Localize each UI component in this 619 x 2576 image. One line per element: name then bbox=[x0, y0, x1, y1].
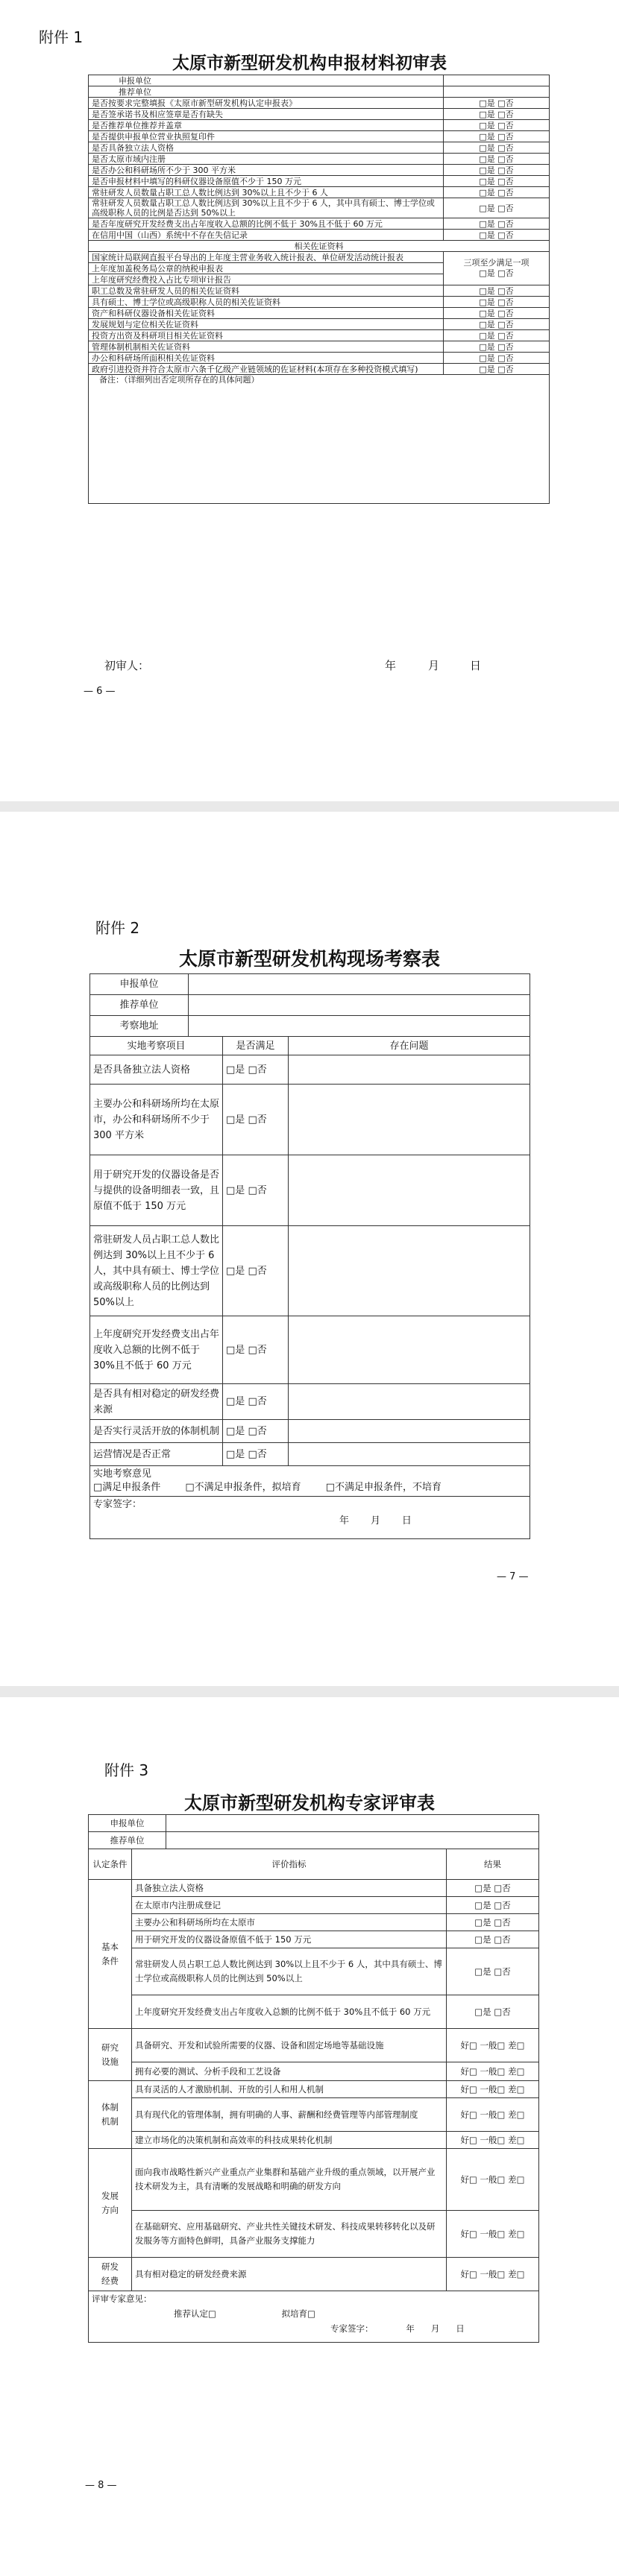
proof-item: 管理体制机制相关佐证资料 bbox=[89, 341, 444, 353]
yes-checkbox[interactable]: □是 bbox=[479, 203, 495, 213]
page-title: 太原市新型研发机构专家评审表 bbox=[184, 1792, 435, 1813]
yes-checkbox[interactable]: □是 bbox=[226, 1064, 245, 1076]
no-checkbox[interactable]: □否 bbox=[497, 341, 514, 352]
initial-review-table bbox=[88, 75, 550, 504]
header-row-label: 考察地址 bbox=[90, 1016, 189, 1037]
col-header-issues: 存在问题 bbox=[289, 1037, 530, 1055]
proof-row bbox=[89, 252, 550, 263]
yes-checkbox[interactable]: □是 bbox=[479, 297, 495, 307]
criteria-item: 拥有必要的测试、分析手段和工艺设备 bbox=[132, 2062, 447, 2081]
inspection-result bbox=[223, 1085, 289, 1155]
proof-result bbox=[444, 330, 550, 341]
no-checkbox[interactable]: □否 bbox=[497, 165, 514, 175]
no-checkbox[interactable]: □否 bbox=[494, 1882, 511, 1893]
header-row bbox=[90, 974, 530, 995]
header-row bbox=[90, 995, 530, 1016]
inspection-issue[interactable] bbox=[289, 1443, 530, 1466]
date-day: 日 bbox=[456, 2323, 465, 2334]
check-item: 是否按要求完整填报《太原市新型研发机构认定申报表》 bbox=[89, 98, 444, 109]
check-row bbox=[89, 165, 550, 176]
three-options-text: 三项至少满足一项 bbox=[463, 258, 530, 268]
yes-checkbox[interactable]: □是 bbox=[479, 285, 495, 296]
check-result bbox=[444, 165, 550, 176]
group-label: 基本条件 bbox=[89, 1880, 132, 2029]
header-row-label: 推荐单位 bbox=[90, 995, 189, 1016]
yes-checkbox[interactable]: □是 bbox=[479, 308, 495, 318]
opinion-row bbox=[89, 2291, 539, 2343]
inspection-result bbox=[223, 1443, 289, 1466]
proof-item: 具有硕士、博士学位或高级职称人员的相关佐证资料 bbox=[89, 297, 444, 308]
expert-opinion bbox=[89, 2291, 539, 2343]
yes-checkbox[interactable]: □是 bbox=[474, 1933, 491, 1945]
proof-item: 职工总数及常驻研发人员的相关佐证资料 bbox=[89, 285, 444, 297]
header-row-label: 申报单位 bbox=[89, 1815, 166, 1832]
option-not-cultivate[interactable]: □不满足申报条件，不培育 bbox=[325, 1482, 442, 1493]
date-month: 月 bbox=[428, 659, 440, 672]
no-checkbox[interactable]: □否 bbox=[497, 319, 514, 329]
inspection-issue[interactable] bbox=[289, 1085, 530, 1155]
check-item: 是否太原市域内注册 bbox=[89, 154, 444, 165]
column-header-row bbox=[90, 1037, 530, 1055]
check-item: 是否提供申报单位营业执照复印件 bbox=[89, 131, 444, 142]
header-row bbox=[89, 75, 550, 86]
proof-result bbox=[444, 341, 550, 353]
criteria-item: 上年度研究开发经费支出占年度收入总额的比例不低于 30%且不低于 60 万元 bbox=[132, 1995, 447, 2029]
date-day: 日 bbox=[470, 659, 482, 672]
col-header-satisfied: 是否满足 bbox=[223, 1037, 289, 1055]
no-checkbox[interactable]: □否 bbox=[497, 330, 514, 341]
yes-checkbox[interactable]: □是 bbox=[226, 1114, 245, 1126]
no-checkbox[interactable]: □否 bbox=[248, 1114, 267, 1126]
remark: 备注：（详细列出否定项所存在的具体问题） bbox=[89, 375, 550, 504]
attachment-label: 附件 3 bbox=[104, 1761, 149, 1779]
proof-result bbox=[444, 297, 550, 308]
yes-checkbox[interactable]: □是 bbox=[479, 109, 495, 119]
page-title: 太原市新型研发机构现场考察表 bbox=[178, 948, 440, 970]
group-label: 发展方向 bbox=[89, 2149, 132, 2258]
criteria-score bbox=[447, 2081, 539, 2098]
inspection-result bbox=[223, 1155, 289, 1226]
check-result bbox=[444, 176, 550, 187]
criteria-score bbox=[447, 2149, 539, 2211]
inspection-issue[interactable] bbox=[289, 1226, 530, 1316]
check-result bbox=[444, 230, 550, 241]
header-row-value[interactable] bbox=[444, 75, 550, 86]
date-year: 年 bbox=[406, 2323, 415, 2334]
check-row bbox=[89, 230, 550, 241]
yes-checkbox[interactable]: □是 bbox=[474, 1882, 491, 1893]
criteria-result bbox=[447, 1931, 539, 1948]
page-number: — 8 — bbox=[85, 2480, 117, 2491]
expert-signature bbox=[90, 1497, 530, 1539]
inspection-item: 是否具有相对稳定的研发经费来源 bbox=[90, 1384, 223, 1420]
no-checkbox[interactable]: □否 bbox=[497, 230, 514, 240]
yes-checkbox[interactable]: □是 bbox=[479, 131, 495, 142]
inspection-row bbox=[90, 1226, 530, 1316]
no-checkbox[interactable]: □否 bbox=[497, 364, 514, 374]
sign-row bbox=[90, 1497, 530, 1539]
proof-row bbox=[89, 353, 550, 364]
yes-checkbox[interactable]: □是 bbox=[474, 1899, 491, 1910]
inspection-row bbox=[90, 1384, 530, 1420]
criteria-row bbox=[89, 2029, 539, 2062]
criteria-result bbox=[447, 1897, 539, 1914]
option-qualified[interactable]: □满足申报条件 bbox=[93, 1482, 161, 1493]
criteria-row bbox=[89, 1897, 539, 1914]
inspection-item: 常驻研发人员占职工总人数比例达到 30%以上且不少于 6 人，其中具有硕士、博士学位或高级职称人员的比例达到 50%以上 bbox=[90, 1226, 223, 1316]
criteria-item: 用于研究开发的仪器设备原值不低于 150 万元 bbox=[132, 1931, 447, 1948]
check-row bbox=[89, 187, 550, 198]
group-label: 体制机制 bbox=[89, 2081, 132, 2149]
yes-checkbox[interactable]: □是 bbox=[479, 330, 495, 341]
yes-checkbox[interactable]: □是 bbox=[474, 1916, 491, 1928]
proof-result bbox=[444, 319, 550, 330]
no-checkbox[interactable]: □否 bbox=[497, 154, 514, 164]
no-checkbox[interactable]: □否 bbox=[494, 2006, 511, 2017]
yes-checkbox[interactable]: □是 bbox=[226, 1344, 245, 1356]
criteria-row bbox=[89, 1995, 539, 2029]
inspection-issue[interactable] bbox=[289, 1384, 530, 1420]
section-row bbox=[89, 241, 550, 252]
proof-result bbox=[444, 364, 550, 375]
no-checkbox[interactable]: □否 bbox=[497, 308, 514, 318]
score-options[interactable]: 好□ 一般□ 差□ bbox=[460, 2109, 525, 2120]
criteria-result bbox=[447, 1880, 539, 1897]
yes-checkbox[interactable]: □是 bbox=[474, 2006, 491, 2017]
criteria-item: 在基础研究、应用基础研究、产业共性关键技术研发、科技成果转移转化以及研发服务等方面特色鲜明，具备产业服务支撑能力 bbox=[132, 2211, 447, 2258]
inspection-result bbox=[223, 1384, 289, 1420]
header-row-value[interactable] bbox=[166, 1815, 539, 1832]
no-checkbox[interactable]: □否 bbox=[497, 268, 514, 278]
check-row bbox=[89, 218, 550, 230]
proof-item: 政府引进投资并符合太原市六条千亿级产业链领域的佐证材料(本项存在多种投资模式填写) bbox=[89, 364, 444, 375]
site-inspection-table bbox=[89, 973, 530, 1539]
proof-result bbox=[444, 285, 550, 297]
yes-checkbox[interactable]: □是 bbox=[479, 230, 495, 240]
proof-item: 上年度研究经费投入占比专项审计报告 bbox=[89, 274, 444, 285]
check-row bbox=[89, 120, 550, 131]
criteria-item: 具备研究、开发和试验所需要的仪器、设备和固定场地等基础设施 bbox=[132, 2029, 447, 2062]
yes-checkbox[interactable]: □是 bbox=[479, 319, 495, 329]
yes-checkbox[interactable]: □是 bbox=[479, 165, 495, 175]
proof-item: 办公和科研场所面积相关佐证资料 bbox=[89, 353, 444, 364]
check-row bbox=[89, 176, 550, 187]
check-result bbox=[444, 120, 550, 131]
criteria-row bbox=[89, 1914, 539, 1931]
yes-checkbox[interactable]: □是 bbox=[479, 142, 495, 153]
criteria-item: 具有相对稳定的研发经费来源 bbox=[132, 2258, 447, 2291]
col-header-result: 结果 bbox=[447, 1849, 539, 1880]
inspection-row bbox=[90, 1155, 530, 1226]
proof-row bbox=[89, 285, 550, 297]
no-checkbox[interactable]: □否 bbox=[497, 297, 514, 307]
option-cultivate[interactable]: 拟培育□ bbox=[281, 2308, 315, 2319]
inspection-issue[interactable] bbox=[289, 1155, 530, 1226]
inspection-issue[interactable] bbox=[289, 1316, 530, 1384]
check-item: 在信用中国（山西）系统中不存在失信记录 bbox=[89, 230, 444, 241]
proof-result bbox=[444, 353, 550, 364]
proof-item: 发展规划与定位相关佐证资料 bbox=[89, 319, 444, 330]
check-item: 是否年度研究开发经费支出占年度收入总额的比例不低于 30%且不低于 60 万元 bbox=[89, 218, 444, 230]
proof-row bbox=[89, 330, 550, 341]
header-row-value[interactable] bbox=[189, 974, 530, 995]
page-number: — 6 — bbox=[84, 686, 116, 697]
date-day: 日 bbox=[401, 1515, 412, 1527]
check-result bbox=[444, 142, 550, 154]
inspection-result bbox=[223, 1055, 289, 1085]
no-checkbox[interactable]: □否 bbox=[494, 1916, 511, 1928]
yes-checkbox[interactable]: □是 bbox=[479, 353, 495, 363]
score-options[interactable]: 好□ 一般□ 差□ bbox=[460, 2039, 525, 2051]
no-checkbox[interactable]: □否 bbox=[494, 1966, 511, 1977]
proof-item: 上年度加盖税务局公章的纳税申报表 bbox=[89, 263, 444, 274]
header-row-label: 申报单位 bbox=[90, 974, 189, 995]
criteria-item: 具备独立法人资格 bbox=[132, 1880, 447, 1897]
col-header-condition: 认定条件 bbox=[89, 1849, 132, 1880]
group-label: 研发经费 bbox=[89, 2258, 132, 2291]
check-result bbox=[444, 218, 550, 230]
yes-checkbox[interactable]: □是 bbox=[479, 218, 495, 229]
date-month: 月 bbox=[430, 2323, 440, 2334]
proof-row bbox=[89, 308, 550, 319]
check-item: 是否推荐单位推荐并盖章 bbox=[89, 120, 444, 131]
group-label: 研究设施 bbox=[89, 2029, 132, 2081]
inspection-item: 是否具备独立法人资格 bbox=[90, 1055, 223, 1085]
header-row bbox=[89, 1832, 539, 1849]
inspection-row bbox=[90, 1085, 530, 1155]
check-item: 常驻研发人员数量占职工总人数比例达到 30%以上且不少于 6 人 bbox=[89, 187, 444, 198]
score-options[interactable]: 好□ 一般□ 差□ bbox=[460, 2228, 525, 2239]
criteria-result bbox=[447, 1995, 539, 2029]
no-checkbox[interactable]: □否 bbox=[497, 187, 514, 198]
proof-row bbox=[89, 319, 550, 330]
header-row-value[interactable] bbox=[444, 86, 550, 98]
date-year: 年 bbox=[339, 1515, 350, 1527]
criteria-score bbox=[447, 2029, 539, 2062]
criteria-row bbox=[89, 1880, 539, 1897]
no-checkbox[interactable]: □否 bbox=[497, 131, 514, 142]
col-header-indicator: 评价指标 bbox=[132, 1849, 447, 1880]
header-row-label: 推荐单位 bbox=[89, 86, 444, 98]
check-result bbox=[444, 109, 550, 120]
check-item: 是否申报材料中填写的科研仪器设备原值不少于 150 万元 bbox=[89, 176, 444, 187]
no-checkbox[interactable]: □否 bbox=[497, 120, 514, 130]
no-checkbox[interactable]: □否 bbox=[497, 176, 514, 186]
proof-result bbox=[444, 308, 550, 319]
check-row bbox=[89, 98, 550, 109]
yes-checkbox[interactable]: □是 bbox=[479, 187, 495, 198]
attachment-label: 附件 2 bbox=[95, 919, 140, 937]
proof-row bbox=[89, 341, 550, 353]
three-options-note bbox=[444, 252, 550, 285]
signature-label: 专家签字： bbox=[93, 1499, 142, 1510]
no-checkbox[interactable]: □否 bbox=[248, 1344, 267, 1356]
proof-row bbox=[89, 364, 550, 375]
inspection-row bbox=[90, 1055, 530, 1085]
score-options[interactable]: 好□ 一般□ 差□ bbox=[460, 2065, 525, 2077]
inspection-row bbox=[90, 1443, 530, 1466]
check-item: 是否签承诺书及相应签章是否有缺失 bbox=[89, 109, 444, 120]
no-checkbox[interactable]: □否 bbox=[248, 1265, 267, 1277]
inspection-row bbox=[90, 1316, 530, 1384]
criteria-row bbox=[89, 2098, 539, 2132]
check-item: 常驻研发人员数量占职工总人数比例达到 30%以上且不少于 6 人，其中具有硕士、博士学位或高级职称人员的比例是否达到 50%以上 bbox=[89, 198, 444, 218]
inspection-item: 主要办公和科研场所均在太原市，办公和科研场所不少于 300 平方米 bbox=[90, 1085, 223, 1155]
inspection-item: 是否实行灵活开放的体制机制 bbox=[90, 1420, 223, 1443]
opinion-label: 实地考察意见 bbox=[93, 1468, 152, 1480]
col-header-item: 实地考察项目 bbox=[90, 1037, 223, 1055]
no-checkbox[interactable]: □否 bbox=[497, 109, 514, 119]
inspection-item: 运营情况是否正常 bbox=[90, 1443, 223, 1466]
page-title: 太原市新型研发机构申报材料初审表 bbox=[172, 53, 447, 73]
check-row bbox=[89, 154, 550, 165]
criteria-row bbox=[89, 2132, 539, 2149]
criteria-result bbox=[447, 1914, 539, 1931]
inspection-issue[interactable] bbox=[289, 1055, 530, 1085]
no-checkbox[interactable]: □否 bbox=[248, 1184, 267, 1196]
yes-checkbox[interactable]: □是 bbox=[479, 154, 495, 164]
section-header: 相关佐证资料 bbox=[89, 241, 550, 252]
remark-row bbox=[89, 375, 550, 504]
no-checkbox[interactable]: □否 bbox=[494, 1899, 511, 1910]
yes-checkbox[interactable]: □是 bbox=[479, 176, 495, 186]
criteria-score bbox=[447, 2258, 539, 2291]
check-row bbox=[89, 109, 550, 120]
yes-checkbox[interactable]: □是 bbox=[226, 1265, 245, 1277]
check-result bbox=[444, 154, 550, 165]
opinion-row bbox=[90, 1466, 530, 1497]
criteria-row bbox=[89, 2258, 539, 2291]
criteria-score bbox=[447, 2132, 539, 2149]
criteria-item: 建立市场化的决策机制和高效率的科技成果转化机制 bbox=[132, 2132, 447, 2149]
date-year: 年 bbox=[385, 659, 397, 672]
criteria-score bbox=[447, 2098, 539, 2132]
proof-item: 投资方出资及科研项目相关佐证资料 bbox=[89, 330, 444, 341]
check-result bbox=[444, 198, 550, 218]
inspection-result bbox=[223, 1226, 289, 1316]
page-number: — 7 — bbox=[497, 1571, 529, 1582]
criteria-item: 主要办公和科研场所均在太原市 bbox=[132, 1914, 447, 1931]
inspection-item: 上年度研究开发经费支出占年度收入总额的比例不低于 30%且不低于 60 万元 bbox=[90, 1316, 223, 1384]
score-options[interactable]: 好□ 一般□ 差□ bbox=[460, 2083, 525, 2094]
yes-checkbox[interactable]: □是 bbox=[474, 1966, 491, 1977]
signature-label: 专家签字： bbox=[330, 2323, 374, 2334]
yes-checkbox[interactable]: □是 bbox=[226, 1425, 245, 1437]
check-row bbox=[89, 131, 550, 142]
inspection-item: 用于研究开发的仪器设备是否与提供的设备明细表一致，且原值不低于 150 万元 bbox=[90, 1155, 223, 1226]
check-row bbox=[89, 198, 550, 218]
header-row-value[interactable] bbox=[166, 1832, 539, 1849]
check-result bbox=[444, 131, 550, 142]
score-options[interactable]: 好□ 一般□ 差□ bbox=[460, 2174, 525, 2185]
proof-row bbox=[89, 297, 550, 308]
column-header-row bbox=[89, 1849, 539, 1880]
yes-checkbox[interactable]: □是 bbox=[479, 98, 495, 108]
criteria-score bbox=[447, 2062, 539, 2081]
inspection-result bbox=[223, 1420, 289, 1443]
criteria-row bbox=[89, 1948, 539, 1995]
score-options[interactable]: 好□ 一般□ 差□ bbox=[460, 2268, 525, 2279]
criteria-row bbox=[89, 1931, 539, 1948]
criteria-row bbox=[89, 2149, 539, 2211]
no-checkbox[interactable]: □否 bbox=[248, 1448, 267, 1460]
yes-checkbox[interactable]: □是 bbox=[226, 1184, 245, 1196]
yes-checkbox[interactable]: □是 bbox=[226, 1448, 245, 1460]
no-checkbox[interactable]: □否 bbox=[497, 98, 514, 108]
option-cultivate[interactable]: □不满足申报条件，拟培育 bbox=[185, 1482, 301, 1493]
option-recommend[interactable]: 推荐认定□ bbox=[174, 2308, 216, 2319]
criteria-row bbox=[89, 2081, 539, 2098]
no-checkbox[interactable]: □否 bbox=[248, 1064, 267, 1076]
inspection-opinion bbox=[90, 1466, 530, 1497]
criteria-item: 在太原市内注册成登记 bbox=[132, 1897, 447, 1914]
no-checkbox[interactable]: □否 bbox=[497, 203, 514, 213]
proof-item: 国家统计局联网直报平台导出的上年度主营业务收入统计报表、单位研发活动统计报表 bbox=[89, 252, 444, 263]
criteria-item: 具有现代化的管理体制，拥有明确的人事、薪酬和经费管理等内部管理制度 bbox=[132, 2098, 447, 2132]
attachment-label: 附件 1 bbox=[39, 28, 84, 46]
criteria-item: 面向我市战略性新兴产业重点产业集群和基础产业升级的重点领域，以开展产业技术研发为主，具有清晰的发展战略和明确的研发方向 bbox=[132, 2149, 447, 2211]
yes-checkbox[interactable]: □是 bbox=[479, 364, 495, 374]
date-month: 月 bbox=[370, 1515, 380, 1527]
reviewer-label: 初审人： bbox=[104, 659, 150, 672]
check-item: 是否具备独立法人资格 bbox=[89, 142, 444, 154]
yes-checkbox[interactable]: □是 bbox=[479, 268, 495, 278]
header-row bbox=[89, 86, 550, 98]
yes-checkbox[interactable]: □是 bbox=[479, 341, 495, 352]
inspection-result bbox=[223, 1316, 289, 1384]
no-checkbox[interactable]: □否 bbox=[248, 1396, 267, 1407]
header-row bbox=[90, 1016, 530, 1037]
page-3 bbox=[0, 1697, 619, 2576]
yes-checkbox[interactable]: □是 bbox=[226, 1396, 245, 1407]
criteria-result bbox=[447, 1948, 539, 1995]
no-checkbox[interactable]: □否 bbox=[494, 1933, 511, 1945]
check-item: 是否办公和科研场所不少于 300 平方米 bbox=[89, 165, 444, 176]
inspection-row bbox=[90, 1420, 530, 1443]
no-checkbox[interactable]: □否 bbox=[497, 218, 514, 229]
criteria-row bbox=[89, 2211, 539, 2258]
expert-review-table bbox=[88, 1814, 539, 2343]
opinion-label: 评审专家意见： bbox=[92, 2294, 152, 2304]
header-row-label: 申报单位 bbox=[89, 75, 444, 86]
no-checkbox[interactable]: □否 bbox=[497, 353, 514, 363]
score-options[interactable]: 好□ 一般□ 差□ bbox=[460, 2134, 525, 2145]
no-checkbox[interactable]: □否 bbox=[497, 285, 514, 296]
header-row-value[interactable] bbox=[189, 995, 530, 1016]
criteria-item: 常驻研发人员占职工总人数比例达到 30%以上且不少于 6 人，其中具有硕士、博士学位或高级职称人员的比例达到 50%以上 bbox=[132, 1948, 447, 1995]
inspection-issue[interactable] bbox=[289, 1420, 530, 1443]
page-1 bbox=[0, 0, 619, 801]
criteria-item: 具有灵活的人才激励机制、开放的引人和用人机制 bbox=[132, 2081, 447, 2098]
criteria-score bbox=[447, 2211, 539, 2258]
check-result bbox=[444, 187, 550, 198]
no-checkbox[interactable]: □否 bbox=[497, 142, 514, 153]
header-row-label: 推荐单位 bbox=[89, 1832, 166, 1849]
page-2 bbox=[0, 812, 619, 1686]
proof-item: 资产和科研仪器设备相关佐证资料 bbox=[89, 308, 444, 319]
header-row-value[interactable] bbox=[189, 1016, 530, 1037]
criteria-row bbox=[89, 2062, 539, 2081]
check-result bbox=[444, 98, 550, 109]
header-row bbox=[89, 1815, 539, 1832]
no-checkbox[interactable]: □否 bbox=[248, 1425, 267, 1437]
check-row bbox=[89, 142, 550, 154]
yes-checkbox[interactable]: □是 bbox=[479, 120, 495, 130]
